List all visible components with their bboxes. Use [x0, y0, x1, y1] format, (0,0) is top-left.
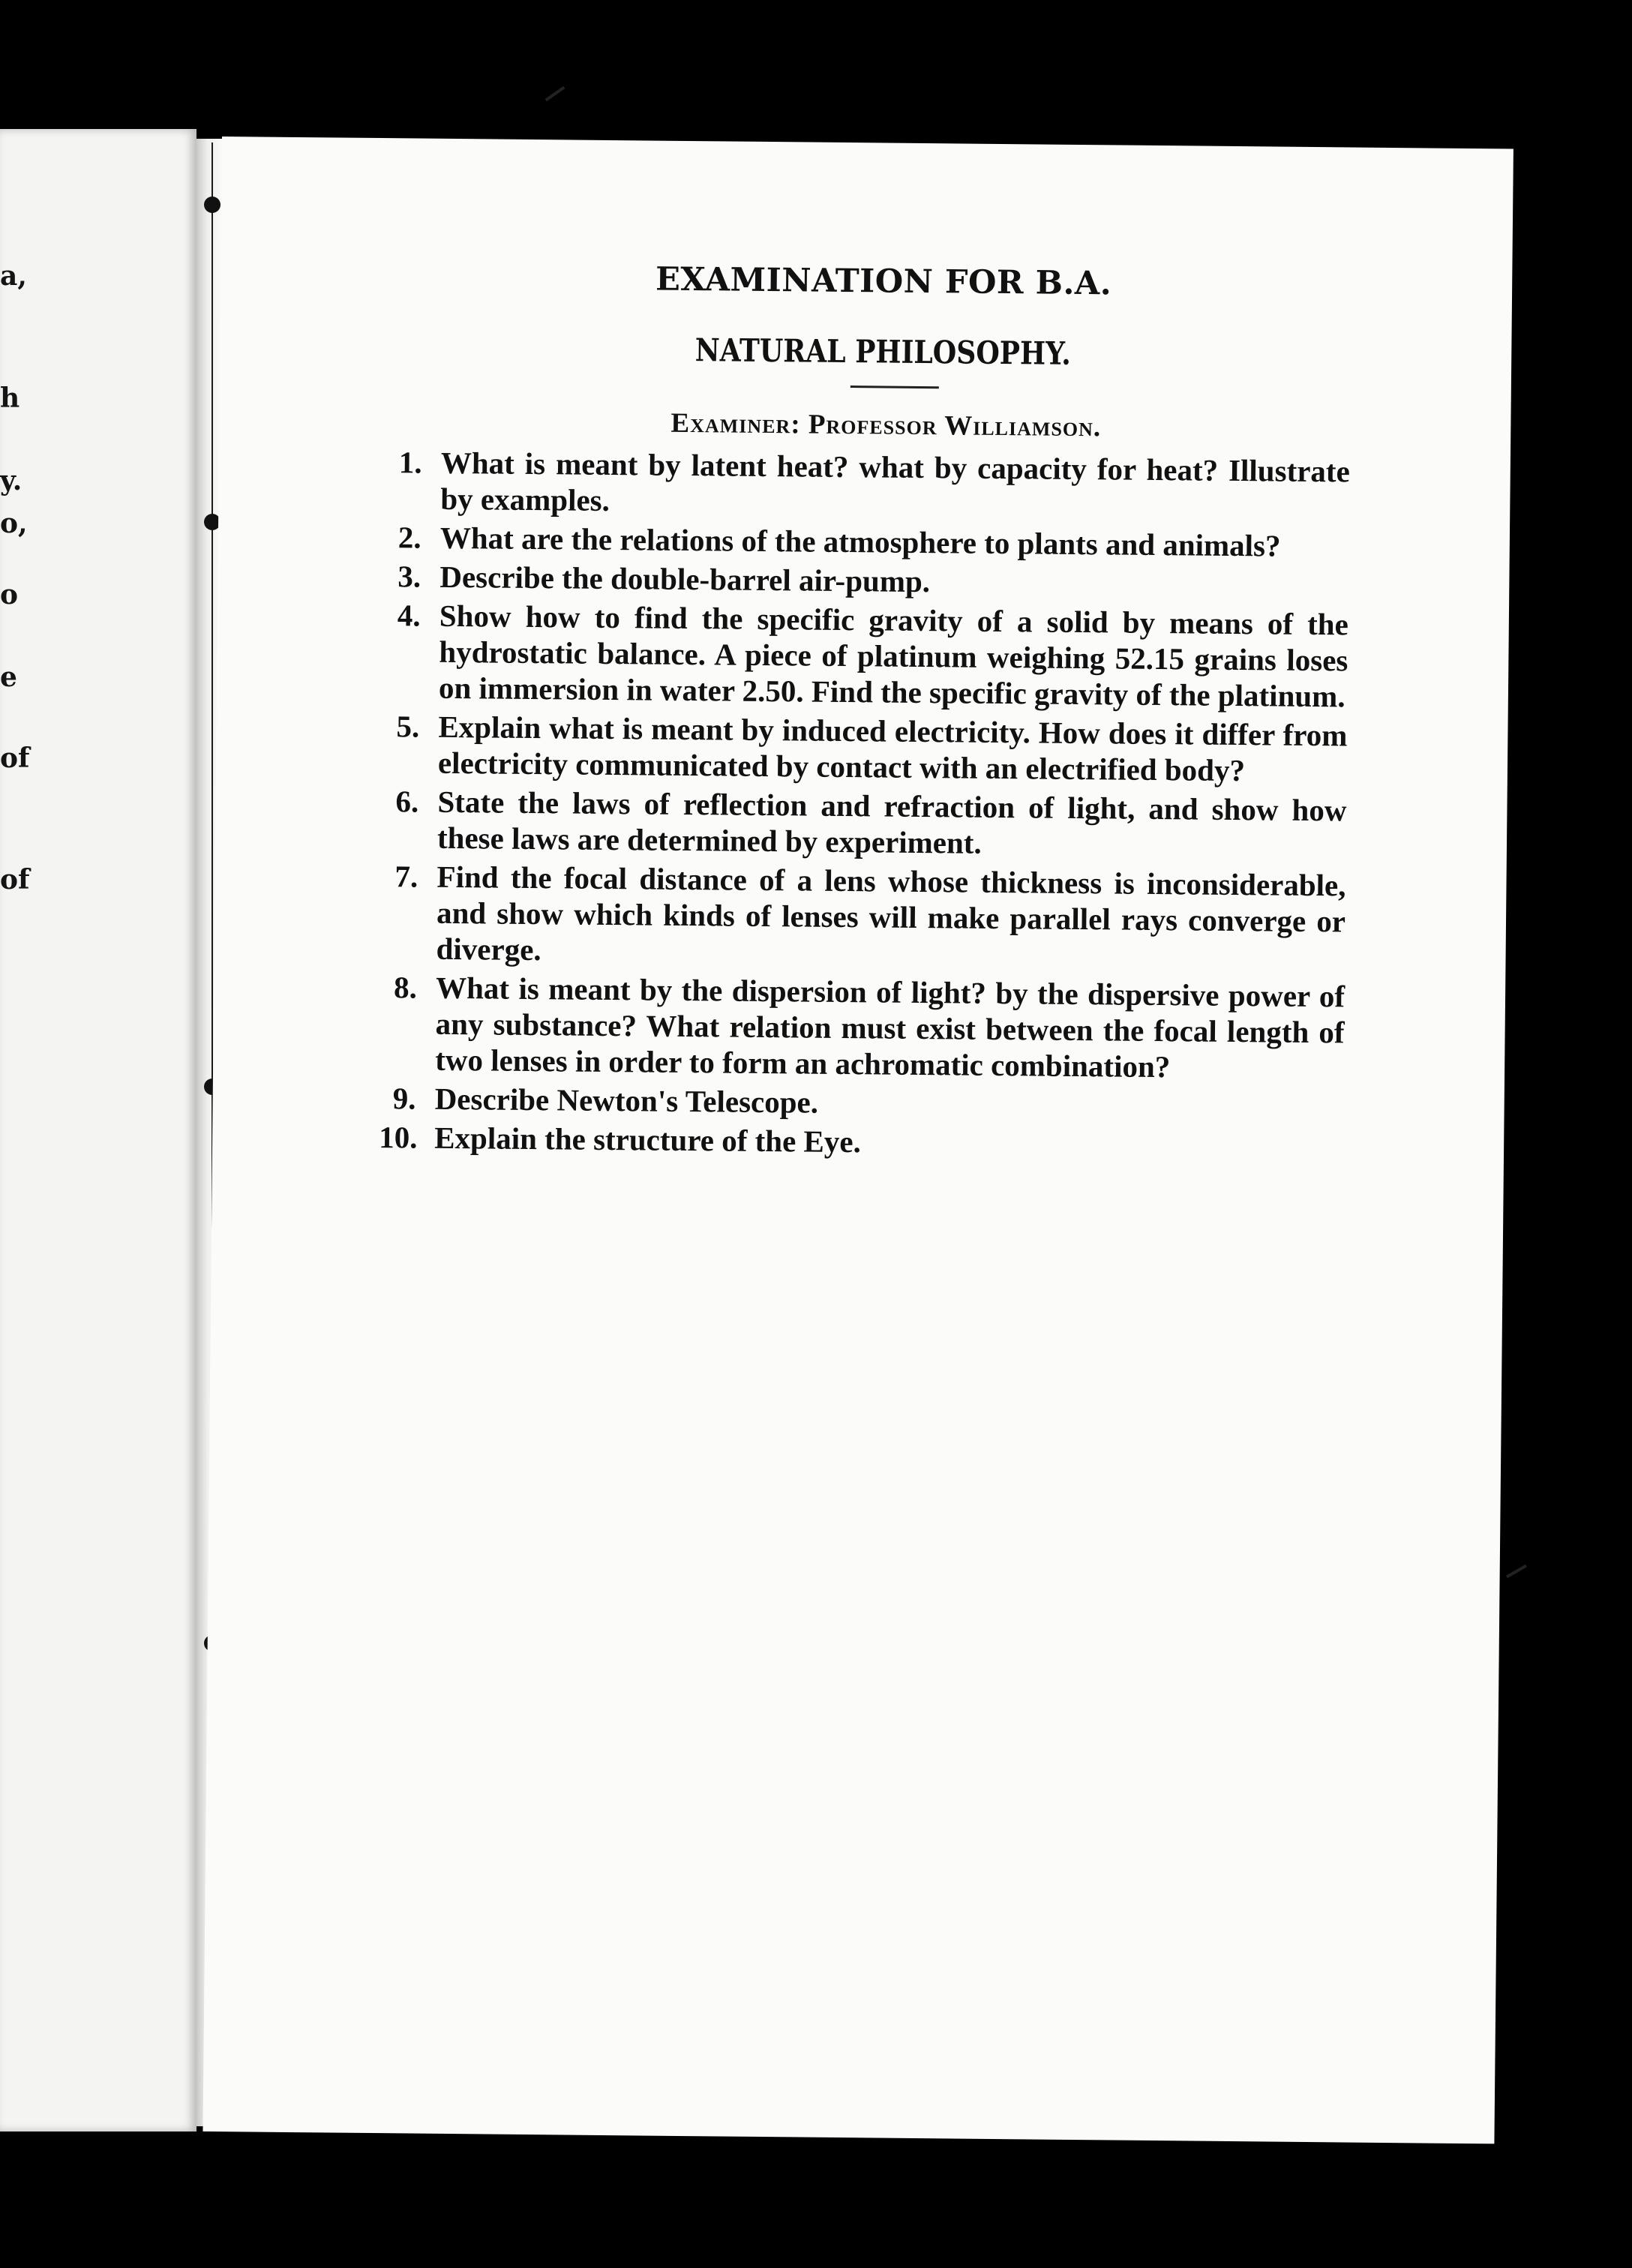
question-number: 7. [394, 859, 418, 894]
question-item [395, 783, 1347, 864]
question-text: What is meant by the dispersion of light? by the dispersive power of any substance? What relation must exist between the focal length of two lenses in order to form an achromatic combination? [434, 970, 1346, 1084]
question-item [397, 597, 1348, 714]
question-item [398, 519, 1349, 564]
question-number: 8. [393, 970, 418, 1005]
question-number: 10. [378, 1120, 418, 1155]
question-text: Describe Newton's Telescope. [434, 1081, 819, 1120]
question-item [378, 1119, 1343, 1164]
question-text: What are the relations of the atmosphere to plants and animals? [440, 520, 1281, 563]
book-page [202, 136, 1513, 2144]
question-text: Find the focal distance of a lens whose thickness is inconsiderable, and show which kinds of lenses will make parallel rays converge or diverge. [436, 859, 1346, 968]
left-page-fragment: y. [0, 465, 22, 496]
left-page-fragment: of [0, 742, 30, 774]
question-text: What is meant by latent heat? what by capacity for heat? Illustrate by examples. [440, 445, 1351, 518]
question-item [398, 558, 1348, 603]
question-text: State the laws of reflection and refraction of light, and show how these laws are determined by experiment. [436, 784, 1347, 860]
left-page-fragment: a, [0, 260, 27, 292]
left-page-fragment: o [0, 579, 19, 610]
left-page-fragment: h [0, 382, 20, 414]
question-item [392, 1080, 1343, 1125]
question-text: Explain what is meant by induced electricity. How does it differ from electricity communicated by contact with an electrified body? [437, 709, 1348, 788]
left-facing-page [0, 129, 196, 2132]
title-rule [850, 386, 939, 388]
scan-speck [1506, 1564, 1527, 1578]
question-number: 5. [396, 709, 420, 744]
scan-speck [545, 86, 566, 101]
question-item [398, 444, 1350, 525]
question-text: Explain the structure of the Eye. [434, 1120, 862, 1160]
question-item [396, 708, 1348, 789]
question-number: 4. [397, 598, 421, 633]
examiner-line: Examiner: Professor Williamson. [670, 407, 1102, 443]
left-page-fragment: o, [0, 508, 28, 539]
question-text: Show how to find the specific gravity of a solid by means of the hydrostatic balance. A piece of platinum weighing 52.15 grains loses on immersion in water 2.50. Find the specific gravity of the platinum. [438, 598, 1349, 714]
page-title: EXAMINATION FOR B.A. [655, 260, 1112, 303]
question-number: 3. [398, 559, 422, 594]
question-number: 1. [398, 445, 422, 480]
question-number: 6. [395, 784, 419, 819]
page-subtitle: NATURAL PHILOSOPHY. [694, 331, 1072, 372]
question-number: 9. [392, 1081, 416, 1116]
left-page-fragment: e [0, 662, 17, 693]
question-item [393, 969, 1345, 1086]
question-number: 2. [398, 520, 422, 555]
question-list [378, 444, 1351, 1164]
left-page-fragment: of [0, 864, 30, 896]
question-item [394, 858, 1346, 975]
question-text: Describe the double-barrel air-pump. [440, 559, 931, 599]
stitch-mark [204, 196, 220, 213]
page-content [378, 258, 1352, 1167]
